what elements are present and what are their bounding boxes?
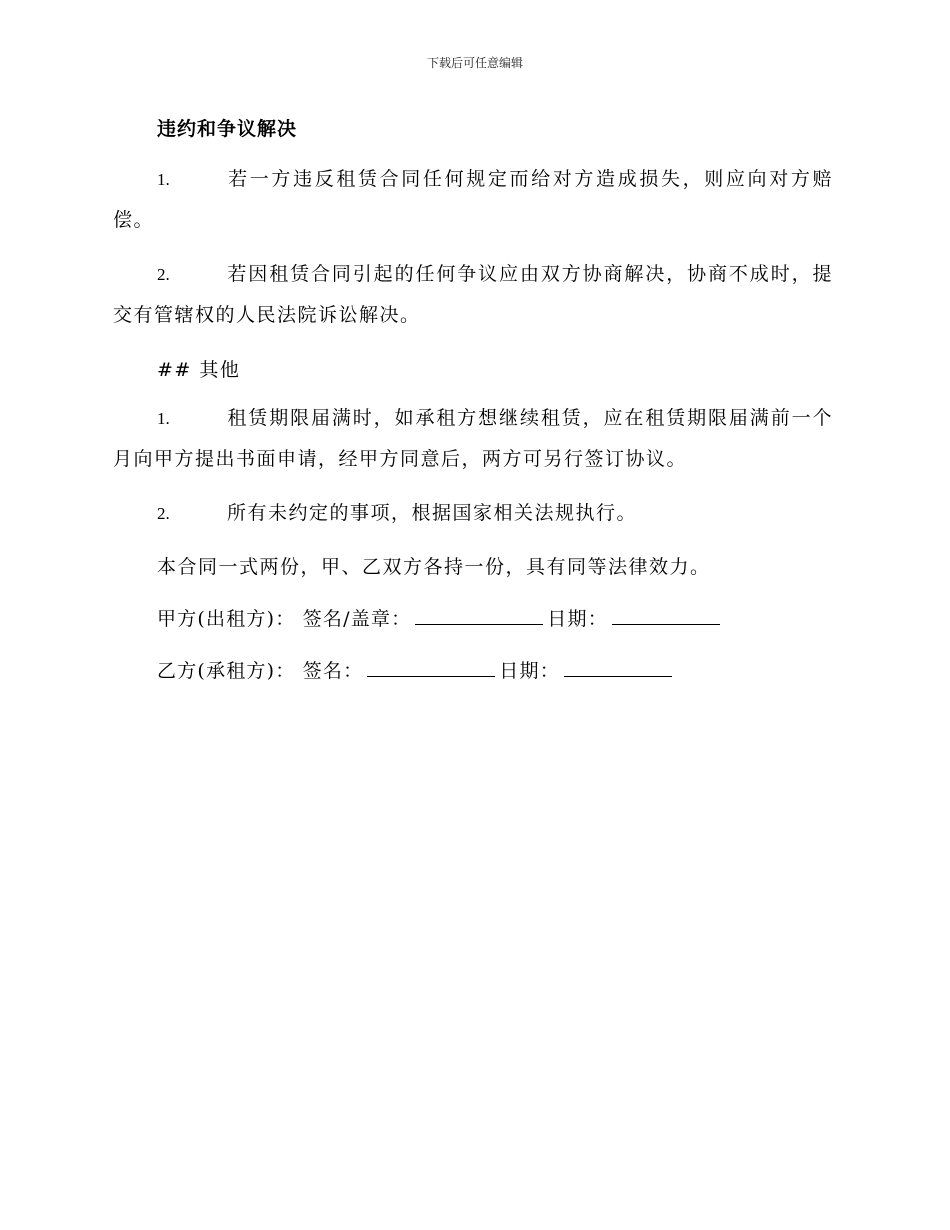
item-text: 若因租赁合同引起的任何争议应由双方协商解决，协商不成时，提交有管辖权的人民法院诉讼解决。 bbox=[113, 263, 833, 326]
party-b-sign-label: 签名： bbox=[302, 660, 364, 682]
item-text: 若一方违反租赁合同任何规定而给对方造成损失，则应向对方赔偿。 bbox=[113, 168, 833, 231]
breach-item-1 bbox=[113, 159, 833, 240]
party-b-signature-blank[interactable] bbox=[367, 658, 495, 677]
breach-item-2 bbox=[113, 254, 833, 335]
item-number: 1. bbox=[157, 170, 170, 189]
party-a-date-blank[interactable] bbox=[612, 606, 720, 625]
other-item-2 bbox=[113, 493, 833, 534]
item-text: 所有未约定的事项，根据国家相关法规执行。 bbox=[227, 502, 638, 524]
party-a-date-label: 日期： bbox=[547, 608, 608, 630]
party-b-label: 乙方(承租方)： bbox=[157, 660, 296, 682]
other-item-1 bbox=[113, 398, 833, 479]
party-a-label: 甲方(出租方)： bbox=[157, 608, 296, 630]
page-header: 下载后可任意编辑 bbox=[426, 56, 523, 70]
section-title-breach: 违约和争议解决 bbox=[157, 118, 298, 140]
party-a-signature-blank[interactable] bbox=[415, 606, 543, 625]
signature-party-a bbox=[157, 604, 724, 631]
item-text: 租赁期限届满时，如承租方想继续租赁，应在租赁期限届满前一个月向甲方提出书面申请，经甲方同意后，两方可另行签订协议。 bbox=[113, 407, 833, 470]
party-b-date-label: 日期： bbox=[499, 660, 560, 682]
item-number: 2. bbox=[157, 504, 170, 523]
party-b-date-blank[interactable] bbox=[564, 658, 672, 677]
item-number: 1. bbox=[157, 409, 170, 428]
signature-party-b bbox=[157, 656, 676, 683]
item-number: 2. bbox=[157, 265, 170, 284]
section-title-other: ## 其他 bbox=[157, 359, 241, 381]
closing-statement: 本合同一式两份，甲、乙双方各持一份，具有同等法律效力。 bbox=[157, 556, 711, 578]
party-a-sign-label: 签名/盖章： bbox=[302, 608, 412, 630]
